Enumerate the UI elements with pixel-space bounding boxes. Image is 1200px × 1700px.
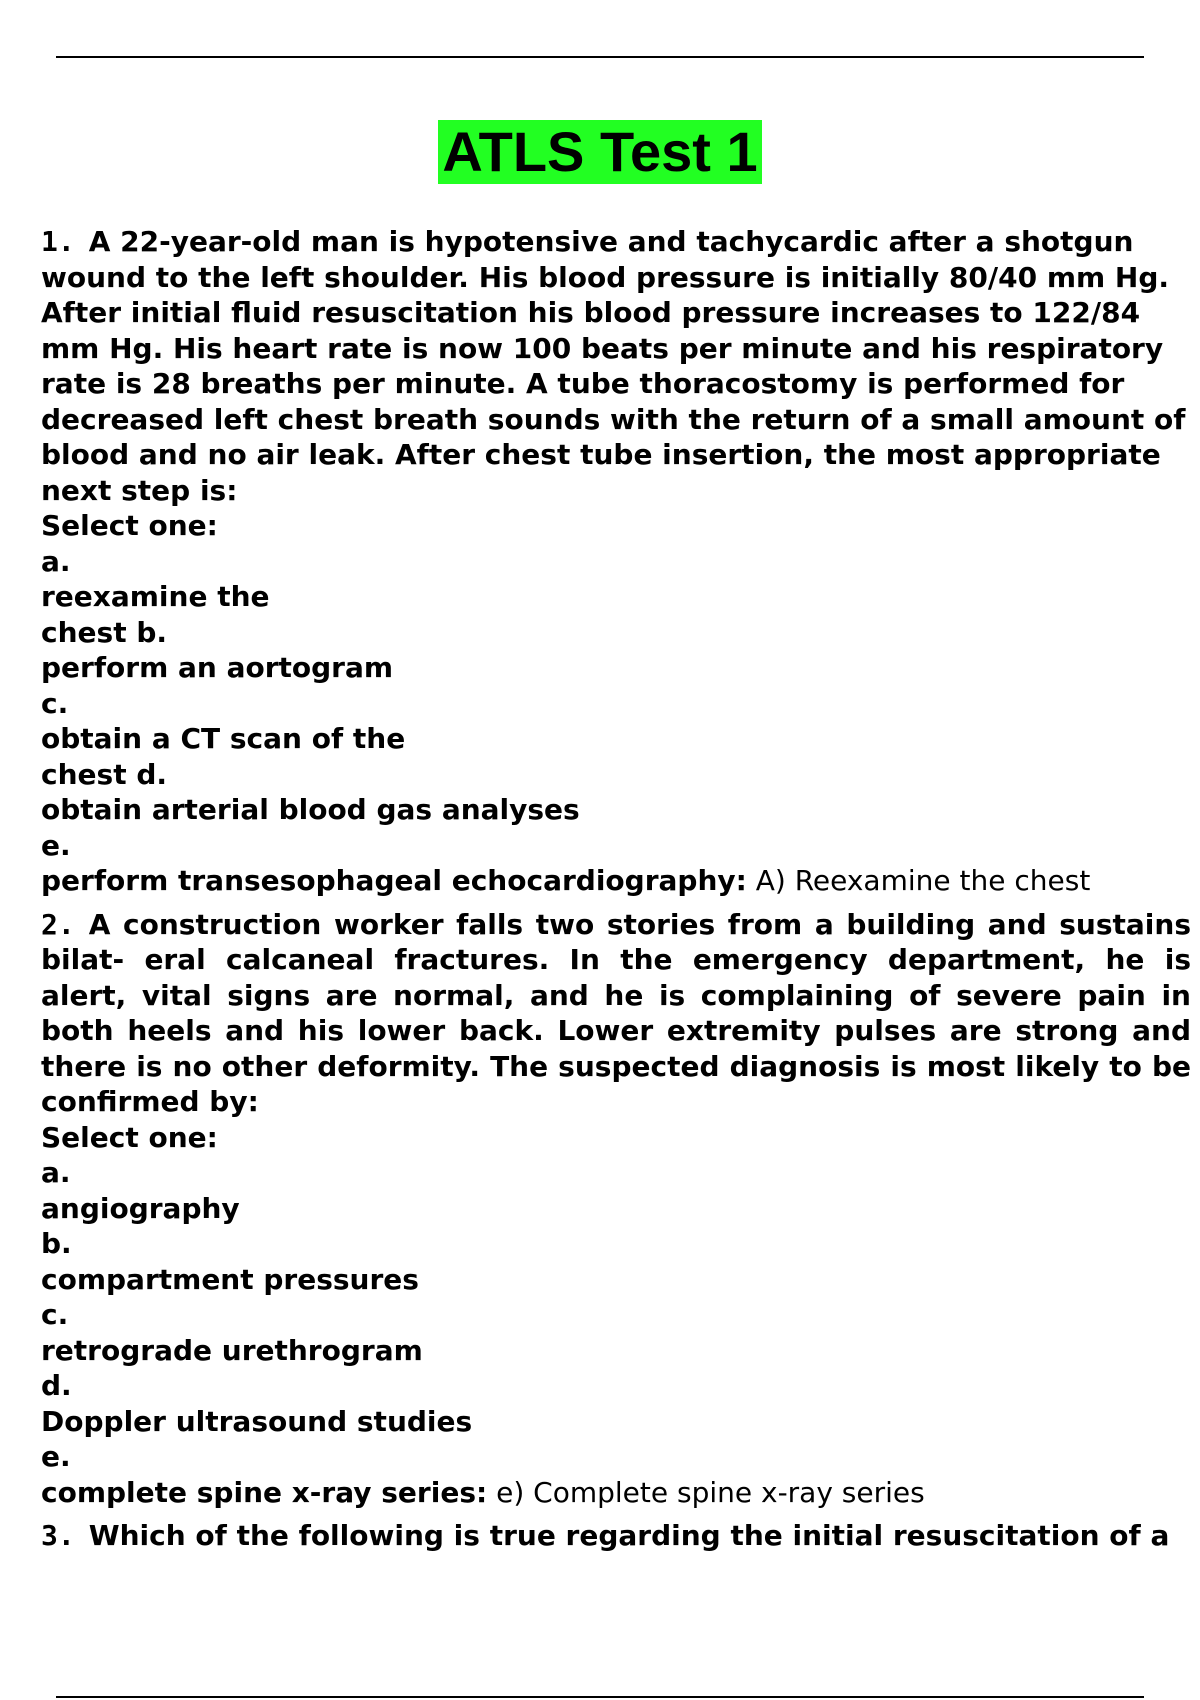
question-2-select-label: Select one: bbox=[41, 1120, 218, 1154]
question-2-line: compartment pressures bbox=[41, 1262, 419, 1296]
question-2-line: e. bbox=[41, 1440, 71, 1473]
question-2-answer: e) Complete spine x-ray series bbox=[487, 1475, 925, 1509]
question-1-line: chest b. bbox=[41, 615, 167, 649]
question-1-final-line bbox=[41, 863, 1191, 899]
question-2-stem-block bbox=[41, 907, 1191, 1120]
question-2-line: d. bbox=[41, 1369, 72, 1402]
question-3-stem: Which of the following is true regarding the initial resuscitation of a bbox=[88, 1519, 1170, 1552]
question-2-last-option: complete spine x-ray series: bbox=[41, 1475, 488, 1509]
title-wrap bbox=[0, 120, 1200, 184]
spacer bbox=[41, 899, 1191, 907]
question-1 bbox=[41, 224, 1191, 899]
question-1-stem: A 22-year-old man is hypotensive and tachycardic after a shotgun wound to the left shoulder. His blood pressure is initially 80/40 mm Hg. After initial fluid resuscitation his blood pressure increases to 122/84 mm Hg. His heart rate is now 100 beats per minute and his respiratory rate is 28 breaths per minute. A tube thoracostomy is performed for decreased left chest breath sounds with the return of a small amount of blood and no air leak. After chest tube insertion, the most appropriate next step is: bbox=[41, 225, 1186, 507]
question-2-line: Doppler ultrasound studies bbox=[41, 1404, 473, 1438]
question-2-line: retrograde urethrogram bbox=[41, 1333, 423, 1367]
page-title: ATLS Test 1 bbox=[438, 120, 761, 184]
document-body bbox=[41, 224, 1191, 1554]
question-1-line: obtain arterial blood gas analyses bbox=[41, 793, 580, 826]
question-3 bbox=[41, 1518, 1191, 1554]
question-1-answer: A) Reexamine the chest bbox=[746, 864, 1091, 897]
spacer bbox=[41, 1510, 1191, 1518]
question-3-number: 3. bbox=[41, 1519, 75, 1552]
question-1-last-option: perform transesophageal echocardiography: bbox=[41, 864, 747, 897]
bottom-rule bbox=[56, 1696, 1144, 1698]
question-2-line: c. bbox=[41, 1298, 69, 1331]
question-1-line: a. bbox=[41, 544, 71, 578]
question-1-line: obtain a CT scan of the bbox=[41, 722, 406, 755]
top-rule bbox=[56, 56, 1144, 58]
question-3-stem-block bbox=[41, 1518, 1191, 1554]
question-2 bbox=[41, 907, 1191, 1511]
question-1-line: reexamine the bbox=[41, 580, 270, 613]
question-2-line: angiography bbox=[41, 1191, 240, 1225]
question-1-line: e. bbox=[41, 828, 71, 862]
question-1-number: 1. bbox=[41, 225, 75, 258]
question-1-line: perform an aortogram bbox=[41, 651, 394, 684]
question-2-line: b. bbox=[41, 1227, 72, 1260]
question-1-line: chest d. bbox=[41, 757, 167, 791]
question-2-line: a. bbox=[41, 1156, 71, 1189]
question-2-stem: A construction worker falls two stories from a building and sustains bilat- eral calcaneal fractures. In the emergency department, he is alert, vital signs are normal, and he is complaining of severe pain in both heels and his lower back. Lower extremity pulses are strong and there is no other deformity. The suspected diagnosis is most likely to be confirmed by: bbox=[41, 907, 1191, 1118]
question-2-final-line bbox=[41, 1475, 1191, 1511]
question-1-select-label: Select one: bbox=[41, 509, 218, 542]
question-2-number: 2. bbox=[41, 907, 75, 941]
question-1-stem-block bbox=[41, 224, 1191, 508]
question-1-line: c. bbox=[41, 686, 69, 720]
